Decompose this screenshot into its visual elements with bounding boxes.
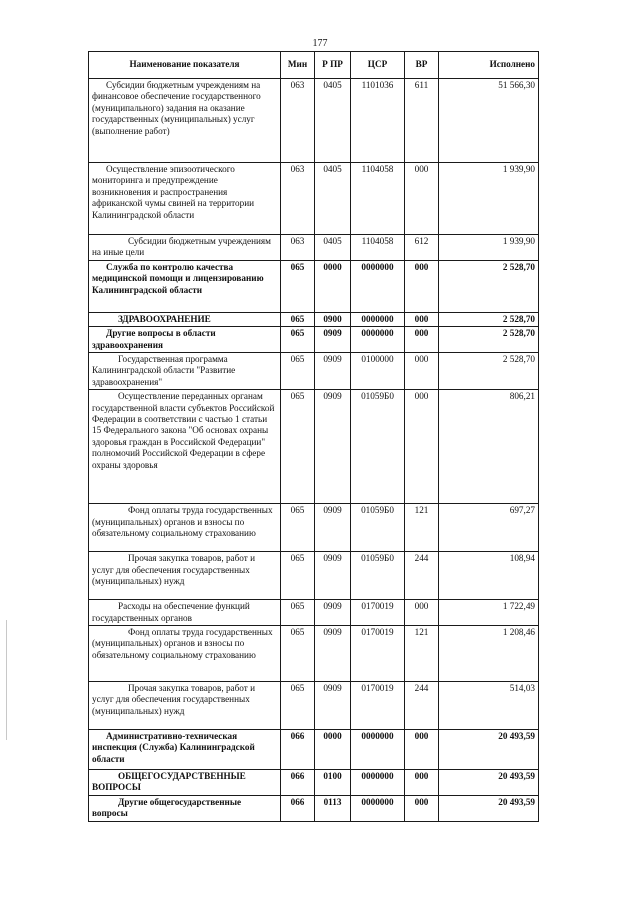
- min-cell: 065: [281, 600, 315, 626]
- header-csr: ЦСР: [351, 52, 405, 79]
- amount-cell: 806,21: [439, 390, 539, 504]
- csr-cell: 0000000: [351, 312, 405, 326]
- name-cell: Прочая закупка товаров, работ и услуг для обеспечения государственных (муниципальных) нужд: [89, 552, 281, 600]
- rpr-cell: 0113: [315, 795, 351, 821]
- csr-cell: 0000000: [351, 327, 405, 353]
- csr-cell: 0100000: [351, 353, 405, 390]
- amount-cell: 2 528,70: [439, 260, 539, 312]
- vr-cell: 244: [405, 682, 439, 730]
- rpr-cell: 0900: [315, 312, 351, 326]
- amount-cell: 20 493,59: [439, 770, 539, 796]
- min-cell: 065: [281, 390, 315, 504]
- csr-cell: 0000000: [351, 795, 405, 821]
- vr-cell: 000: [405, 327, 439, 353]
- table-row: [89, 626, 539, 682]
- min-cell: 065: [281, 353, 315, 390]
- table-row: [89, 795, 539, 821]
- name-cell: Фонд оплаты труда государственных (муниципальных) органов и взносы по обязательному социальному страхованию: [89, 626, 281, 682]
- table-body: [89, 79, 539, 822]
- table-row: [89, 600, 539, 626]
- csr-cell: 01059Б0: [351, 390, 405, 504]
- budget-execution-table: [88, 51, 539, 822]
- name-cell: Служба по контролю качества медицинской помощи и лицензированию Калининградской области: [89, 260, 281, 312]
- vr-cell: 000: [405, 390, 439, 504]
- min-cell: 065: [281, 312, 315, 326]
- vr-cell: 000: [405, 770, 439, 796]
- table-row: [89, 327, 539, 353]
- min-cell: 066: [281, 795, 315, 821]
- header-min: Мин: [281, 52, 315, 79]
- amount-cell: 1 208,46: [439, 626, 539, 682]
- name-cell: Другие общегосударственные вопросы: [89, 795, 281, 821]
- amount-cell: 2 528,70: [439, 353, 539, 390]
- header-name: Наименование показателя: [89, 52, 281, 79]
- amount-cell: 108,94: [439, 552, 539, 600]
- name-cell: Расходы на обеспечение функций государственных органов: [89, 600, 281, 626]
- vr-cell: 000: [405, 795, 439, 821]
- rpr-cell: 0909: [315, 682, 351, 730]
- amount-cell: 51 566,30: [439, 79, 539, 163]
- min-cell: 063: [281, 79, 315, 163]
- vr-cell: 000: [405, 353, 439, 390]
- name-cell: Государственная программа Калининградской области "Развитие здравоохранения": [89, 353, 281, 390]
- rpr-cell: 0909: [315, 600, 351, 626]
- rpr-cell: 0909: [315, 504, 351, 552]
- table-header-row: [89, 52, 539, 79]
- name-cell: Субсидии бюджетным учреждениям на иные цели: [89, 235, 281, 261]
- rpr-cell: 0405: [315, 235, 351, 261]
- amount-cell: 1 939,90: [439, 235, 539, 261]
- min-cell: 063: [281, 163, 315, 235]
- vr-cell: 612: [405, 235, 439, 261]
- page-number: 177: [312, 38, 328, 49]
- header-amount: Исполнено: [439, 52, 539, 79]
- table-row: [89, 504, 539, 552]
- name-cell: Другие вопросы в области здравоохранения: [89, 327, 281, 353]
- csr-cell: 01059Б0: [351, 504, 405, 552]
- csr-cell: 0000000: [351, 730, 405, 770]
- rpr-cell: 0000: [315, 260, 351, 312]
- min-cell: 065: [281, 626, 315, 682]
- amount-cell: 20 493,59: [439, 795, 539, 821]
- min-cell: 065: [281, 682, 315, 730]
- csr-cell: 01059Б0: [351, 552, 405, 600]
- min-cell: 066: [281, 730, 315, 770]
- csr-cell: 0000000: [351, 260, 405, 312]
- table-row: [89, 260, 539, 312]
- vr-cell: 000: [405, 312, 439, 326]
- min-cell: 065: [281, 552, 315, 600]
- table-row: [89, 552, 539, 600]
- table-row: [89, 163, 539, 235]
- csr-cell: 1104058: [351, 235, 405, 261]
- amount-cell: 697,27: [439, 504, 539, 552]
- table-row: [89, 770, 539, 796]
- csr-cell: 1101036: [351, 79, 405, 163]
- amount-cell: 2 528,70: [439, 312, 539, 326]
- rpr-cell: 0909: [315, 327, 351, 353]
- csr-cell: 0170019: [351, 682, 405, 730]
- name-cell: Административно-техническая инспекция (Служба) Калининградской области: [89, 730, 281, 770]
- name-cell: Субсидии бюджетным учреждениям на финансовое обеспечение государственного (муниципального) задания на оказание государственных (муниципальных) услуг (выполнение работ): [89, 79, 281, 163]
- csr-cell: 1104058: [351, 163, 405, 235]
- vr-cell: 000: [405, 260, 439, 312]
- rpr-cell: 0405: [315, 163, 351, 235]
- name-cell: Осуществление переданных органам государственной власти субъектов Российской Федерации в соответствии с частью 1 статьи 15 Федерального закона "Об основах охраны здоровья граждан в Российской Федерации" полномочий Российской Федерации в сфере охраны здоровья: [89, 390, 281, 504]
- rpr-cell: 0909: [315, 552, 351, 600]
- vr-cell: 000: [405, 730, 439, 770]
- vr-cell: 121: [405, 626, 439, 682]
- table-row: [89, 312, 539, 326]
- scan-artifact-line: [6, 620, 7, 740]
- amount-cell: 514,03: [439, 682, 539, 730]
- min-cell: 063: [281, 235, 315, 261]
- csr-cell: 0170019: [351, 600, 405, 626]
- rpr-cell: 0909: [315, 353, 351, 390]
- rpr-cell: 0909: [315, 626, 351, 682]
- min-cell: 066: [281, 770, 315, 796]
- name-cell: Прочая закупка товаров, работ и услуг для обеспечения государственных (муниципальных) нужд: [89, 682, 281, 730]
- min-cell: 065: [281, 260, 315, 312]
- vr-cell: 000: [405, 600, 439, 626]
- header-vr: ВР: [405, 52, 439, 79]
- vr-cell: 000: [405, 163, 439, 235]
- rpr-cell: 0909: [315, 390, 351, 504]
- table-row: [89, 353, 539, 390]
- rpr-cell: 0000: [315, 730, 351, 770]
- name-cell: ЗДРАВООХРАНЕНИЕ: [89, 312, 281, 326]
- header-rpr: Р ПР: [315, 52, 351, 79]
- amount-cell: 1 939,90: [439, 163, 539, 235]
- vr-cell: 611: [405, 79, 439, 163]
- csr-cell: 0170019: [351, 626, 405, 682]
- table-row: [89, 730, 539, 770]
- csr-cell: 0000000: [351, 770, 405, 796]
- table-row: [89, 682, 539, 730]
- amount-cell: 2 528,70: [439, 327, 539, 353]
- name-cell: ОБЩЕГОСУДАРСТВЕННЫЕ ВОПРОСЫ: [89, 770, 281, 796]
- table-row: [89, 390, 539, 504]
- vr-cell: 244: [405, 552, 439, 600]
- name-cell: Осуществление эпизоотического мониторинга и предупреждение возникновения и распространения африканской чумы свиней на территории Калининградской области: [89, 163, 281, 235]
- name-cell: Фонд оплаты труда государственных (муниципальных) органов и взносы по обязательному социальному страхованию: [89, 504, 281, 552]
- rpr-cell: 0100: [315, 770, 351, 796]
- table-row: [89, 79, 539, 163]
- rpr-cell: 0405: [315, 79, 351, 163]
- table-row: [89, 235, 539, 261]
- min-cell: 065: [281, 327, 315, 353]
- min-cell: 065: [281, 504, 315, 552]
- amount-cell: 20 493,59: [439, 730, 539, 770]
- vr-cell: 121: [405, 504, 439, 552]
- amount-cell: 1 722,49: [439, 600, 539, 626]
